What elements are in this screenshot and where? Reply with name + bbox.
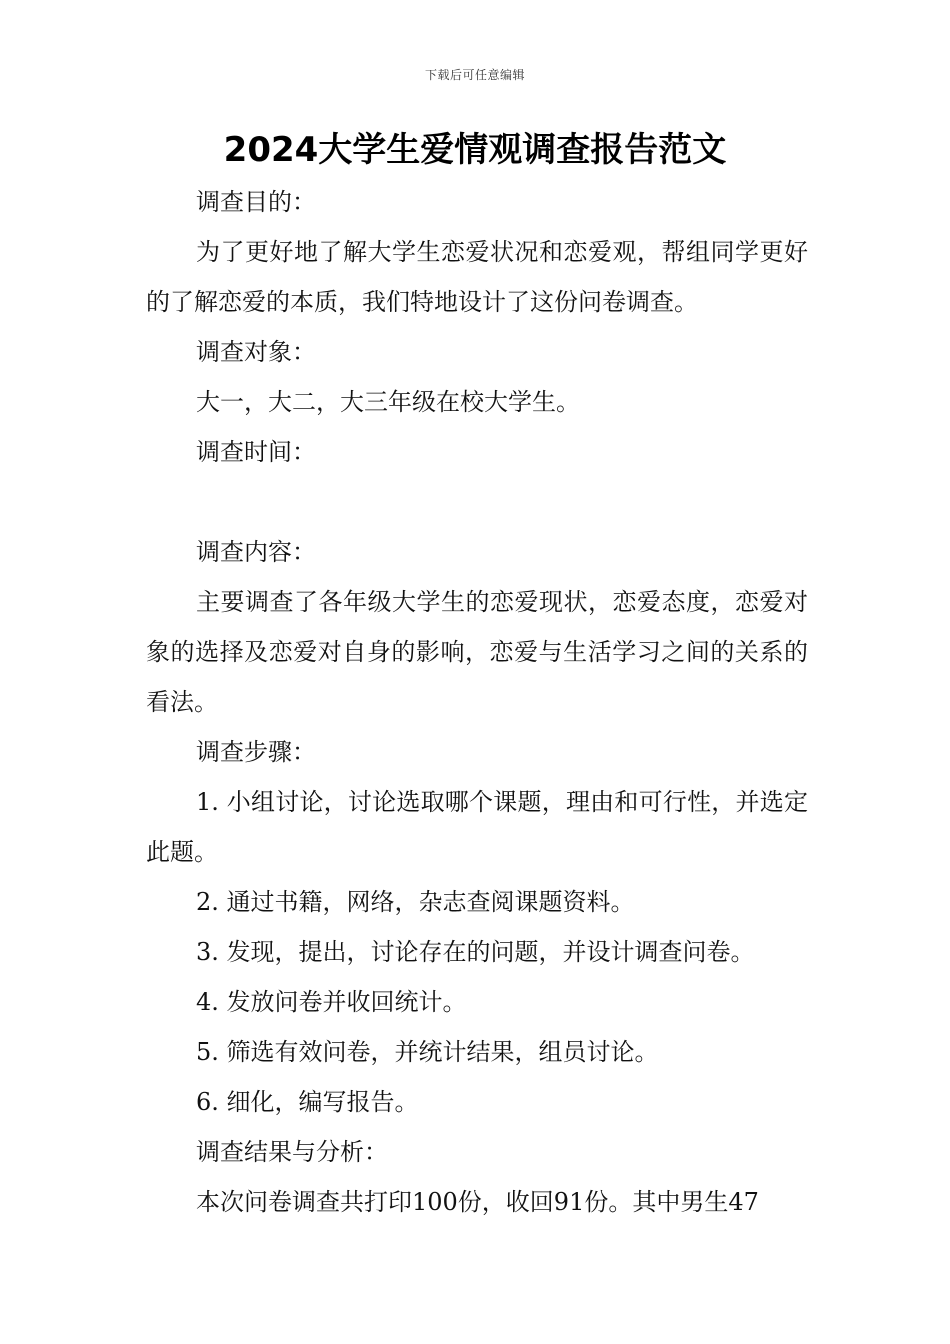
heading-results: 调查结果与分析： [196, 1138, 388, 1166]
step-item-6: 6. 细化，编写报告。 [196, 1088, 419, 1116]
paragraph-subjects: 大一，大二，大三年级在校大学生。 [196, 388, 580, 416]
paragraph-purpose: 为了更好地了解大学生恋爱状况和恋爱观，帮组同学更好的了解恋爱的本质，我们特地设计了这份问卷调查。 [146, 238, 808, 316]
heading-purpose: 调查目的： [196, 188, 316, 216]
step-item-2: 2. 通过书籍，网络，杂志查阅课题资料。 [196, 888, 635, 916]
paragraph-content: 主要调查了各年级大学生的恋爱现状，恋爱态度，恋爱对象的选择及恋爱对自身的影响，恋爱与生活学习之间的关系的看法。 [146, 588, 808, 716]
step-item-3: 3. 发现，提出，讨论存在的问题，并设计调查问卷。 [196, 938, 755, 966]
step-item-1: 1. 小组讨论，讨论选取哪个课题，理由和可行性，并选定此题。 [146, 788, 808, 866]
step-item-4: 4. 发放问卷并收回统计。 [196, 988, 467, 1016]
step-item-5: 5. 筛选有效问卷，并统计结果，组员讨论。 [196, 1038, 659, 1066]
heading-time: 调查时间： [196, 438, 316, 466]
document-body [146, 177, 808, 1227]
heading-content: 调查内容： [196, 538, 316, 566]
blank-line [146, 477, 808, 527]
document-title: 2024大学生爱情观调查报告范文 [223, 130, 727, 170]
header-note: 下载后可任意编辑 [424, 68, 525, 82]
heading-subjects: 调查对象： [196, 338, 316, 366]
paragraph-results: 本次问卷调查共打印100份，收回91份。其中男生47 [196, 1188, 759, 1216]
heading-steps: 调查步骤： [196, 738, 316, 766]
